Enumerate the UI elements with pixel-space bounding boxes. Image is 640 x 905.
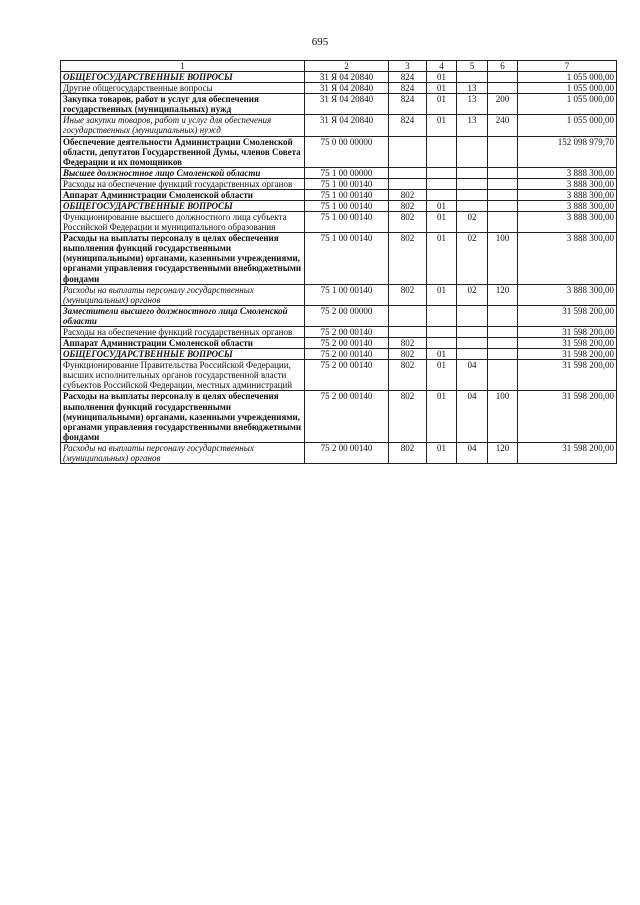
row-section-cell	[427, 167, 457, 178]
row-subsection-cell	[457, 326, 488, 337]
row-section-cell: 01	[427, 212, 457, 233]
row-amount-cell: 3 888 300,00	[518, 201, 617, 212]
row-expense-type-cell	[488, 326, 518, 337]
row-admin-code-cell	[389, 136, 427, 167]
table-row	[61, 391, 617, 442]
row-admin-code-cell: 802	[389, 391, 427, 442]
table-row	[61, 115, 617, 136]
row-admin-code-cell: 802	[389, 338, 427, 349]
row-admin-code-cell	[389, 326, 427, 337]
row-section-cell: 01	[427, 201, 457, 212]
row-amount-cell: 3 888 300,00	[518, 189, 617, 200]
row-name-cell: Расходы на обеспечение функций государственных органов	[61, 326, 305, 337]
row-expense-type-cell	[488, 189, 518, 200]
row-section-cell: 01	[427, 94, 457, 115]
row-expense-type-cell	[488, 349, 518, 360]
row-name-cell: ОБЩЕГОСУДАРСТВЕННЫЕ ВОПРОСЫ	[61, 72, 305, 83]
table-row	[61, 338, 617, 349]
row-target-article-cell: 75 1 00 00140	[305, 178, 389, 189]
row-target-article-cell: 31 Я 04 20840	[305, 94, 389, 115]
row-subsection-cell: 13	[457, 115, 488, 136]
row-amount-cell: 152 098 979,70	[518, 136, 617, 167]
row-expense-type-cell	[488, 338, 518, 349]
row-amount-cell: 31 598 200,00	[518, 338, 617, 349]
table-row	[61, 201, 617, 212]
header-cell-7: 7	[518, 61, 617, 72]
table-body	[61, 72, 617, 464]
row-target-article-cell: 75 1 00 00140	[305, 189, 389, 200]
row-name-cell: Высшее должностное лицо Смоленской области	[61, 167, 305, 178]
row-target-article-cell: 31 Я 04 20840	[305, 115, 389, 136]
row-subsection-cell	[457, 338, 488, 349]
row-expense-type-cell: 240	[488, 115, 518, 136]
row-name-cell: Расходы на обеспечение функций государственных органов	[61, 178, 305, 189]
row-name-cell: Функционирование высшего должностного лица субъекта Российской Федерации и муниципального образования	[61, 212, 305, 233]
row-expense-type-cell	[488, 178, 518, 189]
row-subsection-cell: 02	[457, 212, 488, 233]
row-subsection-cell: 04	[457, 442, 488, 463]
row-admin-code-cell: 824	[389, 72, 427, 83]
table-row	[61, 178, 617, 189]
table-row	[61, 233, 617, 284]
budget-table	[60, 60, 617, 464]
row-amount-cell: 3 888 300,00	[518, 284, 617, 305]
row-amount-cell: 31 598 200,00	[518, 305, 617, 326]
row-subsection-cell: 04	[457, 360, 488, 391]
row-admin-code-cell: 802	[389, 360, 427, 391]
row-name-cell: ОБЩЕГОСУДАРСТВЕННЫЕ ВОПРОСЫ	[61, 201, 305, 212]
row-subsection-cell	[457, 349, 488, 360]
row-section-cell: 01	[427, 115, 457, 136]
row-subsection-cell	[457, 178, 488, 189]
row-section-cell: 01	[427, 360, 457, 391]
header-cell-4: 4	[427, 61, 457, 72]
row-target-article-cell: 75 2 00 00000	[305, 305, 389, 326]
row-amount-cell: 31 598 200,00	[518, 391, 617, 442]
row-admin-code-cell: 824	[389, 94, 427, 115]
row-subsection-cell	[457, 136, 488, 167]
row-target-article-cell: 75 2 00 00140	[305, 349, 389, 360]
row-name-cell: Аппарат Администрации Смоленской области	[61, 189, 305, 200]
row-name-cell: Функционирование Правительства Российской Федерации, высших исполнительных органов государственной власти субъектов Российской Федерации, местных администраций	[61, 360, 305, 391]
row-expense-type-cell	[488, 72, 518, 83]
row-target-article-cell: 75 2 00 00140	[305, 326, 389, 337]
row-target-article-cell: 75 2 00 00140	[305, 338, 389, 349]
header-cell-2: 2	[305, 61, 389, 72]
row-expense-type-cell	[488, 83, 518, 94]
row-section-cell: 01	[427, 391, 457, 442]
row-name-cell: Расходы на выплаты персоналу государственных (муниципальных) органов	[61, 442, 305, 463]
table-row	[61, 83, 617, 94]
row-amount-cell: 31 598 200,00	[518, 360, 617, 391]
row-admin-code-cell: 802	[389, 349, 427, 360]
header-cell-5: 5	[457, 61, 488, 72]
row-subsection-cell: 13	[457, 83, 488, 94]
row-name-cell: Расходы на выплаты персоналу государственных (муниципальных) органов	[61, 284, 305, 305]
table-row	[61, 167, 617, 178]
row-amount-cell: 31 598 200,00	[518, 442, 617, 463]
table-row	[61, 189, 617, 200]
row-admin-code-cell	[389, 167, 427, 178]
row-amount-cell: 31 598 200,00	[518, 326, 617, 337]
row-admin-code-cell: 802	[389, 284, 427, 305]
table-row	[61, 442, 617, 463]
row-expense-type-cell	[488, 136, 518, 167]
header-cell-3: 3	[389, 61, 427, 72]
row-expense-type-cell: 100	[488, 391, 518, 442]
row-section-cell	[427, 178, 457, 189]
row-expense-type-cell: 200	[488, 94, 518, 115]
row-subsection-cell: 13	[457, 94, 488, 115]
row-amount-cell: 3 888 300,00	[518, 178, 617, 189]
row-expense-type-cell	[488, 305, 518, 326]
table-row	[61, 72, 617, 83]
row-target-article-cell: 75 0 00 00000	[305, 136, 389, 167]
row-section-cell: 01	[427, 284, 457, 305]
row-admin-code-cell: 802	[389, 212, 427, 233]
row-name-cell: Обеспечение деятельности Администрации Смоленской области, депутатов Государственной Думы, членов Совета Федерации и их помощников	[61, 136, 305, 167]
table-row	[61, 284, 617, 305]
row-target-article-cell: 31 Я 04 20840	[305, 72, 389, 83]
table-row	[61, 349, 617, 360]
row-amount-cell: 31 598 200,00	[518, 349, 617, 360]
header-cell-1: 1	[61, 61, 305, 72]
row-target-article-cell: 75 2 00 00140	[305, 442, 389, 463]
row-subsection-cell: 02	[457, 284, 488, 305]
row-target-article-cell: 75 1 00 00000	[305, 167, 389, 178]
row-section-cell	[427, 305, 457, 326]
row-target-article-cell: 31 Я 04 20840	[305, 83, 389, 94]
table-row	[61, 305, 617, 326]
row-admin-code-cell: 802	[389, 201, 427, 212]
row-admin-code-cell: 824	[389, 115, 427, 136]
header-row	[61, 61, 617, 72]
row-subsection-cell	[457, 167, 488, 178]
row-name-cell: Иные закупки товаров, работ и услуг для обеспечения государственных (муниципальных) нужд	[61, 115, 305, 136]
table-row	[61, 326, 617, 337]
row-name-cell: Расходы на выплаты персоналу в целях обеспечения выполнения функций государственными (муниципальными) органами, казенными учреждениями, органами управления государственными внебюджетными фондами	[61, 391, 305, 442]
row-amount-cell: 1 055 000,00	[518, 94, 617, 115]
row-target-article-cell: 75 2 00 00140	[305, 360, 389, 391]
row-name-cell: Расходы на выплаты персоналу в целях обеспечения выполнения функций государственными (муниципальными) органами, казенными учреждениями, органами управления государственными внебюджетными фондами	[61, 233, 305, 284]
row-amount-cell: 3 888 300,00	[518, 233, 617, 284]
table-row	[61, 212, 617, 233]
row-section-cell: 01	[427, 349, 457, 360]
row-admin-code-cell: 824	[389, 83, 427, 94]
row-amount-cell: 3 888 300,00	[518, 167, 617, 178]
row-target-article-cell: 75 2 00 00140	[305, 391, 389, 442]
row-subsection-cell	[457, 72, 488, 83]
row-target-article-cell: 75 1 00 00140	[305, 201, 389, 212]
row-section-cell: 01	[427, 72, 457, 83]
row-admin-code-cell	[389, 305, 427, 326]
row-section-cell: 01	[427, 233, 457, 284]
table-header	[61, 61, 617, 72]
row-amount-cell: 1 055 000,00	[518, 83, 617, 94]
page-number: 695	[311, 36, 329, 48]
row-admin-code-cell: 802	[389, 189, 427, 200]
header-cell-6: 6	[488, 61, 518, 72]
table-row	[61, 360, 617, 391]
row-amount-cell: 1 055 000,00	[518, 115, 617, 136]
row-name-cell: Другие общегосударственные вопросы	[61, 83, 305, 94]
row-name-cell: Заместители высшего должностного лица Смоленской области	[61, 305, 305, 326]
row-expense-type-cell	[488, 167, 518, 178]
row-subsection-cell	[457, 305, 488, 326]
row-target-article-cell: 75 1 00 00140	[305, 284, 389, 305]
row-name-cell: ОБЩЕГОСУДАРСТВЕННЫЕ ВОПРОСЫ	[61, 349, 305, 360]
row-section-cell	[427, 189, 457, 200]
row-expense-type-cell: 100	[488, 233, 518, 284]
row-expense-type-cell	[488, 360, 518, 391]
table-row	[61, 136, 617, 167]
row-subsection-cell: 02	[457, 233, 488, 284]
row-admin-code-cell: 802	[389, 233, 427, 284]
row-target-article-cell: 75 1 00 00140	[305, 212, 389, 233]
row-section-cell: 01	[427, 83, 457, 94]
table-row	[61, 94, 617, 115]
row-subsection-cell	[457, 201, 488, 212]
row-target-article-cell: 75 1 00 00140	[305, 233, 389, 284]
row-name-cell: Закупка товаров, работ и услуг для обеспечения государственных (муниципальных) нужд	[61, 94, 305, 115]
row-expense-type-cell	[488, 201, 518, 212]
row-section-cell: 01	[427, 442, 457, 463]
row-admin-code-cell	[389, 178, 427, 189]
row-section-cell	[427, 326, 457, 337]
row-expense-type-cell	[488, 212, 518, 233]
row-subsection-cell: 04	[457, 391, 488, 442]
row-name-cell: Аппарат Администрации Смоленской области	[61, 338, 305, 349]
row-subsection-cell	[457, 189, 488, 200]
row-expense-type-cell: 120	[488, 284, 518, 305]
row-amount-cell: 1 055 000,00	[518, 72, 617, 83]
row-section-cell	[427, 136, 457, 167]
row-amount-cell: 3 888 300,00	[518, 212, 617, 233]
row-admin-code-cell: 802	[389, 442, 427, 463]
row-expense-type-cell: 120	[488, 442, 518, 463]
row-section-cell	[427, 338, 457, 349]
